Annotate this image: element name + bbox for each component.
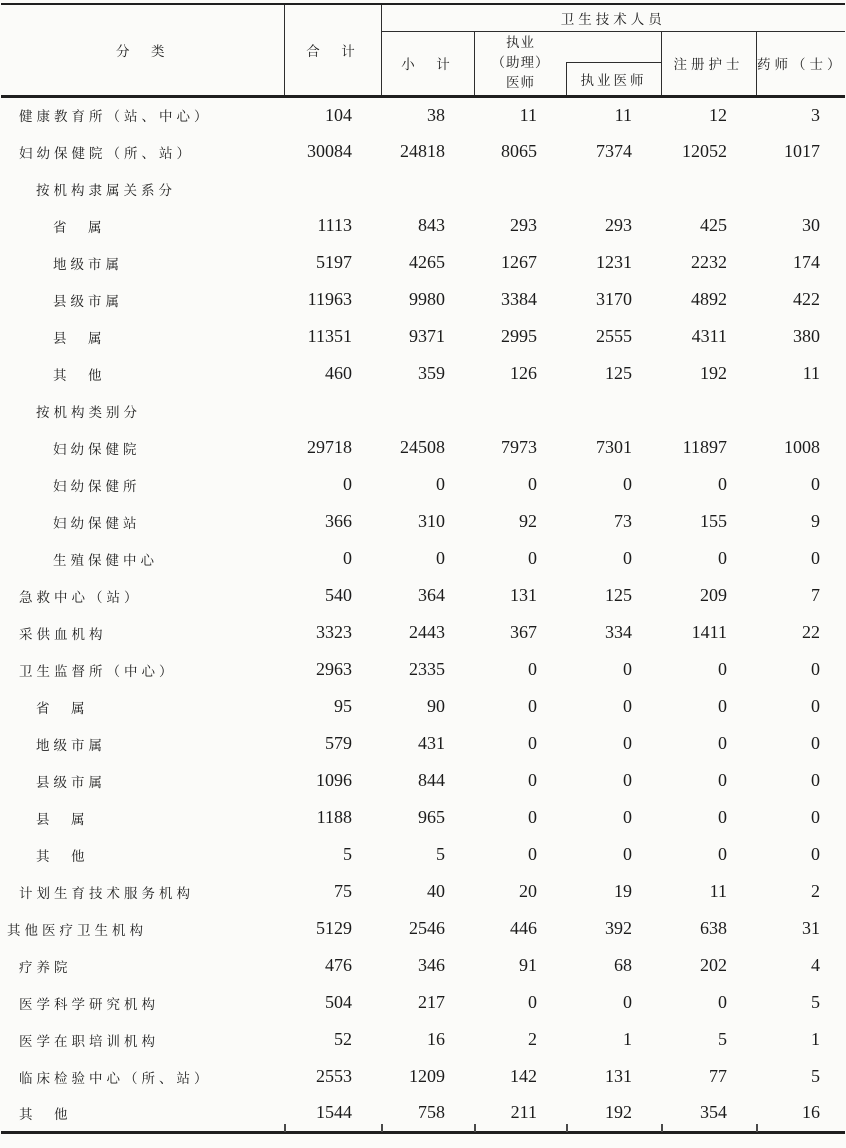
table-row [1,1021,845,1058]
row-value: 0 [623,807,632,827]
row-value: 504 [325,992,352,1012]
row-value: 7374 [596,141,632,161]
row-value: 425 [700,215,727,235]
table-row [1,133,845,170]
row-value: 30 [802,215,821,235]
row-value: 0 [718,807,727,827]
row-value: 638 [700,918,727,938]
row-value: 758 [418,1102,445,1123]
row-value [381,392,474,429]
row-value: 73 [614,511,632,531]
row-value: 5 [718,1029,727,1049]
row-value: 4 [811,955,821,975]
row-value: 11 [709,881,727,901]
row-value: 2995 [501,326,537,346]
row-value: 1267 [501,252,537,272]
row-value: 431 [418,733,445,753]
row-value: 125 [605,585,632,605]
column-rule-stub [381,1124,383,1132]
row-value: 0 [528,992,537,1012]
row-value: 843 [418,215,445,235]
table-row [1,577,845,614]
row-category: 县 属 [53,330,106,346]
row-value: 40 [427,881,445,901]
table-row [1,873,845,910]
row-value: 0 [718,770,727,790]
row-category: 县级市属 [53,293,123,309]
licensed-assistant-line1: 执业 [506,35,535,50]
row-value [474,170,566,207]
row-value: 0 [718,992,727,1012]
row-value: 3 [811,104,821,125]
header-subtotal: 小 计 [381,31,474,96]
row-value: 192 [605,1102,632,1123]
row-value: 0 [528,696,537,716]
row-value: 7973 [501,437,537,457]
row-value: 2 [811,881,821,901]
table-row [1,762,845,799]
row-value: 0 [623,844,632,864]
row-value: 540 [325,585,352,605]
table-row [1,984,845,1021]
column-rule-stub [566,1124,568,1132]
row-value: 0 [811,844,821,864]
table-row [1,1095,845,1132]
table-row [1,836,845,873]
row-category: 其 他 [19,1106,72,1122]
row-value: 0 [718,659,727,679]
row-category: 计划生育技术服务机构 [19,885,194,901]
row-value: 4311 [691,326,727,346]
table-row [1,466,845,503]
row-value: 0 [718,474,727,494]
row-category: 临床检验中心（所、站） [19,1070,212,1086]
row-value [661,170,756,207]
row-value: 95 [334,696,352,716]
row-value: 1113 [317,215,352,235]
row-category: 医学在职培训机构 [19,1033,159,1049]
row-value: 31 [802,918,821,938]
table-header [1,4,845,96]
row-value: 2232 [691,252,727,272]
row-value: 5 [436,844,445,864]
statistics-table [1,3,845,1134]
row-value: 0 [528,844,537,864]
row-value: 22 [802,622,821,642]
row-value: 346 [418,955,445,975]
row-value: 0 [343,474,352,494]
column-rule-stub [474,1124,476,1132]
row-value: 0 [528,474,537,494]
row-value: 0 [811,807,821,827]
row-value: 52 [334,1029,352,1049]
row-value: 90 [427,696,445,716]
row-category: 地级市属 [36,737,106,753]
row-value: 2 [528,1029,537,1049]
row-value: 0 [718,733,727,753]
row-value: 92 [519,511,537,531]
row-value: 0 [528,807,537,827]
row-value: 1188 [316,807,352,827]
row-value: 9980 [409,289,445,309]
row-value: 11351 [307,326,352,346]
column-rule-stub [661,1124,663,1132]
row-category: 其 他 [36,848,89,864]
table-row [1,355,845,392]
row-value: 2443 [409,622,445,642]
row-value: 965 [418,807,445,827]
header-registered-nurses: 注册护士 [661,31,756,96]
row-value: 0 [623,733,632,753]
row-value: 1231 [596,252,632,272]
row-category: 急救中心（站） [19,589,142,605]
row-value: 0 [623,659,632,679]
row-value: 0 [811,659,821,679]
row-category: 妇幼保健院 [53,441,141,457]
row-value: 202 [700,955,727,975]
row-value: 11 [519,104,537,125]
row-value: 0 [528,548,537,568]
row-value: 2553 [316,1066,352,1086]
row-value: 16 [802,1102,821,1123]
row-value: 0 [623,548,632,568]
row-value: 4265 [409,252,445,272]
row-value: 7 [811,585,821,605]
licensed-assistant-line3: 医师 [506,75,535,90]
table-row [1,614,845,651]
row-value: 9371 [409,326,445,346]
row-value: 125 [605,363,632,383]
row-category: 医学科学研究机构 [19,996,159,1012]
row-value [474,392,566,429]
row-value: 5197 [316,252,352,272]
row-value: 11897 [682,437,727,457]
row-value [284,392,381,429]
row-value: 91 [519,955,537,975]
row-value: 354 [700,1102,727,1123]
row-value: 0 [343,548,352,568]
row-category: 健康教育所（站、中心） [19,109,212,125]
row-value: 4892 [691,289,727,309]
row-category: 采供血机构 [19,626,107,642]
row-value: 392 [605,918,632,938]
row-value: 5 [343,844,352,864]
row-value: 131 [605,1066,632,1086]
licensed-assistant-doctors-label [475,32,567,95]
header-group-health-technical-personnel: 卫生技术人员 [381,4,845,31]
row-value: 126 [510,363,537,383]
row-category: 按机构类别分 [36,404,141,420]
row-value: 0 [528,659,537,679]
row-value: 7301 [596,437,632,457]
row-value: 1 [623,1029,632,1049]
row-value: 380 [793,326,821,346]
row-value: 0 [811,548,821,568]
row-value: 367 [510,622,537,642]
row-category: 妇幼保健院（所、站） [19,145,194,161]
row-value: 1544 [316,1102,352,1123]
row-value: 5 [811,992,821,1012]
row-value: 68 [614,955,632,975]
row-category: 其他医疗卫生机构 [7,922,147,938]
row-value: 0 [811,474,821,494]
row-value [566,170,661,207]
row-value: 3384 [501,289,537,309]
row-category: 其 他 [53,367,106,383]
row-value: 1411 [691,622,727,642]
row-value: 30084 [307,141,352,161]
column-rule-stub [756,1124,758,1132]
row-category: 省 属 [53,219,106,235]
header-total: 合 计 [284,4,381,96]
row-value: 446 [510,918,537,938]
row-value: 9 [811,511,821,531]
row-value: 1008 [784,437,821,457]
table-row [1,318,845,355]
row-value: 12052 [682,141,727,161]
row-category: 生殖保健中心 [53,552,158,568]
row-value [661,392,756,429]
table-row [1,392,845,429]
row-value: 0 [436,474,445,494]
row-category: 省 属 [36,700,89,716]
row-value: 24508 [400,437,445,457]
row-value: 24818 [400,141,445,161]
row-value: 0 [623,696,632,716]
row-value: 142 [510,1066,537,1086]
row-value: 1209 [409,1066,445,1086]
row-category: 按机构隶属关系分 [36,182,176,198]
licensed-assistant-line2: （助理） [491,55,550,70]
row-category: 县级市属 [36,774,106,790]
row-value: 77 [709,1066,727,1086]
row-value: 0 [528,770,537,790]
table-row [1,910,845,947]
row-category: 卫生监督所（中心） [19,663,177,679]
table-row [1,170,845,207]
row-value: 476 [325,955,352,975]
table-row [1,1058,845,1095]
header-category: 分 类 [1,4,284,96]
row-value: 5 [811,1066,821,1086]
row-value: 460 [325,363,352,383]
table-body [1,96,845,1132]
row-value: 0 [811,696,821,716]
row-value: 0 [528,733,537,753]
row-value: 11963 [307,289,352,309]
row-value: 75 [334,881,352,901]
row-category: 妇幼保健站 [53,515,141,531]
row-value: 8065 [501,141,537,161]
row-value: 131 [510,585,537,605]
row-category: 县 属 [36,811,89,827]
row-value: 366 [325,511,352,531]
statistics-table-wrap [1,3,845,1134]
row-value: 209 [700,585,727,605]
row-value [756,392,845,429]
row-value: 2335 [409,659,445,679]
row-value: 0 [623,474,632,494]
row-value: 1096 [316,770,352,790]
row-value: 11 [802,363,821,383]
row-value: 1017 [784,141,821,161]
table-row [1,540,845,577]
row-value: 293 [605,215,632,235]
table-row [1,799,845,836]
row-value: 16 [427,1029,445,1049]
table-row [1,207,845,244]
table-row [1,96,845,133]
row-value: 0 [718,844,727,864]
row-value [566,392,661,429]
header-licensed-doctors: 执业医师 [566,62,661,95]
table-row [1,688,845,725]
row-value: 0 [436,548,445,568]
table-row [1,244,845,281]
row-value: 155 [700,511,727,531]
table-row [1,429,845,466]
row-value: 211 [510,1102,537,1123]
row-value [284,170,381,207]
row-value: 217 [418,992,445,1012]
row-value: 0 [718,696,727,716]
row-value: 422 [793,289,821,309]
row-value [381,170,474,207]
row-value: 334 [605,622,632,642]
row-value: 29718 [307,437,352,457]
row-value: 359 [418,363,445,383]
row-value: 579 [325,733,352,753]
row-value: 1 [811,1029,821,1049]
header-pharmacists: 药师（士） [756,31,845,96]
table-row [1,651,845,688]
row-value: 5129 [316,918,352,938]
row-value: 19 [614,881,632,901]
row-category: 妇幼保健所 [53,478,141,494]
column-rule-stub [284,1124,286,1132]
header-licensed-assistant-doctors [474,31,661,96]
row-category: 地级市属 [53,256,123,272]
row-category: 疗养院 [19,959,72,975]
row-value: 192 [700,363,727,383]
row-value: 2546 [409,918,445,938]
table-row [1,725,845,762]
row-value: 844 [418,770,445,790]
row-value: 0 [811,733,821,753]
row-value: 174 [793,252,821,272]
row-value: 0 [623,992,632,1012]
row-value: 11 [614,104,632,125]
row-value: 293 [510,215,537,235]
table-row [1,503,845,540]
row-value: 0 [623,770,632,790]
row-value: 3323 [316,622,352,642]
row-value: 3170 [596,289,632,309]
row-value: 2963 [316,659,352,679]
row-value [756,170,845,207]
row-value: 2555 [596,326,632,346]
row-value: 104 [325,104,352,125]
table-row [1,281,845,318]
row-value: 12 [709,104,727,125]
row-value: 20 [519,881,537,901]
row-value: 0 [811,770,821,790]
row-value: 38 [427,104,445,125]
table-row [1,947,845,984]
row-value: 364 [418,585,445,605]
row-value: 0 [718,548,727,568]
row-value: 310 [418,511,445,531]
